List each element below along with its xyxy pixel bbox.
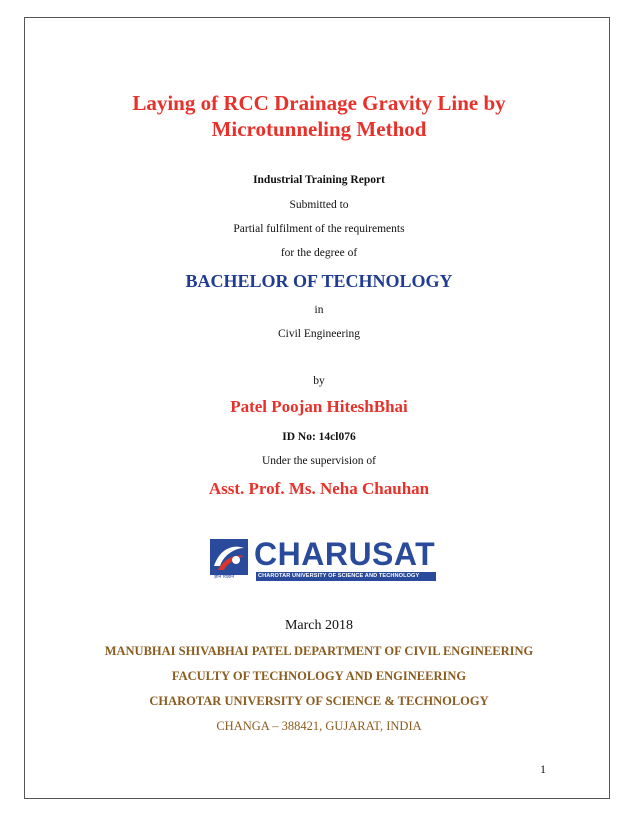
branch-name: Civil Engineering bbox=[277, 328, 361, 340]
report-type: Industrial Training Report bbox=[253, 174, 385, 186]
report-date: March 2018 bbox=[284, 618, 354, 633]
logo-subtitle: CHAROTAR UNIVERSITY OF SCIENCE AND TECHNOLOGY bbox=[258, 573, 420, 579]
degree-title: BACHELOR OF TECHNOLOGY bbox=[185, 271, 453, 291]
page-number: 1 bbox=[540, 762, 546, 776]
supervision-text: Under the supervision of bbox=[261, 455, 377, 467]
submitted-to: Submitted to bbox=[289, 199, 349, 211]
by-text: by bbox=[313, 375, 325, 387]
department-name: MANUBHAI SHIVABHAI PATEL DEPARTMENT OF CIVIL ENGINEERING bbox=[104, 644, 534, 658]
student-name: Patel Poojan HiteshBhai bbox=[230, 397, 408, 416]
faculty-name: FACULTY OF TECHNOLOGY AND ENGINEERING bbox=[171, 669, 467, 683]
logo-wordmark: CHARUSAT bbox=[254, 536, 436, 572]
charusat-logo bbox=[208, 536, 436, 584]
fulfilment-text: Partial fulfilment of the requirements bbox=[233, 223, 405, 235]
degree-intro: for the degree of bbox=[280, 247, 358, 259]
university-address: CHANGA – 388421, GUJARAT, INDIA bbox=[216, 719, 422, 733]
supervisor-name: Asst. Prof. Ms. Neha Chauhan bbox=[208, 479, 430, 498]
in-text: in bbox=[314, 304, 324, 316]
report-title-line-1: Laying of RCC Drainage Gravity Line by bbox=[132, 91, 506, 115]
university-name: CHAROTAR UNIVERSITY OF SCIENCE & TECHNOLOGY bbox=[149, 694, 489, 708]
report-title-line-2: Microtunneling Method bbox=[211, 117, 427, 141]
logo-motto: ज्ञान विज्ञान bbox=[214, 574, 235, 580]
student-id: ID No: 14cl076 bbox=[282, 431, 356, 443]
